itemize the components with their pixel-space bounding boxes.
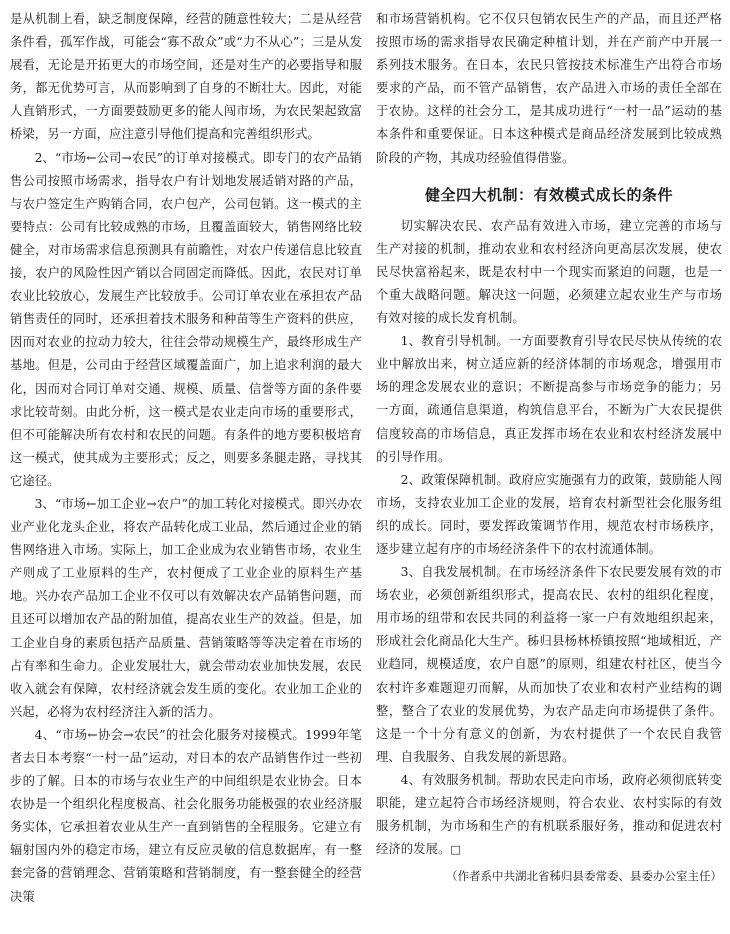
paragraph-policy-mechanism: 2、政策保障机制。政府应实施强有力的政策，鼓励能人闯市场，支持农业加工企业的发展，培育农村新型社会化服务组织的成长。同时，要发挥政策调节作用，规范农村市场秩序，逐步建立起有序的市场经济条件下的农村流通体制。 <box>376 472 722 556</box>
paragraph-intro: 切实解决农民、农产品有效进入市场，建立完善的市场与生产对接的机制，推动农业和农村经济向更高层次发展，使农民尽快富裕起来，既是农村中一个现实而紧迫的问题，也是一个重大战略问题。解决这一问题，必须建立起农业生产与市场有效对接的成长发育机制。 <box>376 218 722 326</box>
end-mark: □ <box>450 843 461 857</box>
service-mechanism-text: 4、有效服务机制。帮助农民走向市场，政府必须彻底转变职能，建立起符合市场经济规则，符合农业、农村实际的有效服务机制，为市场和生产的有机联系服好务，推动和促进农村经济的发展。 <box>376 772 722 857</box>
paragraph-order-model: 2、“市场←公司→农民”的订单对接模式。即专门的农产品销售公司按照市场需求，指导农户有计划地发展适销对路的产品，与农户签定生产购销合同，农户包产，公司包销。这一模式的主要特点：公司有比较成熟的市场，且覆盖面较大，销售网络比较健全，对市场需求信息预测具有前瞻性，对农户传递信息比较直接，农户的风险性因产销以合同固定而降低。因此，农民对订单农业比较放心，发展生产比较放手。公司订单农业在承担农产品销售责任的同时，还承担着技术服务和种苗等生产资料的供应，因而对农业的拉动力较大，往往会带动规模生产，最终形成生产基地。但是，公司由于经营区域覆盖面广，加上追求利润的最大化，因而对合同订单对交通、规模、质量、信誉等方面的条件要求比较苛刻。由此分析，这一模式是农业走向市场的重要形式，但不可能解决所有农村和农民的问题。有条件的地方要积极培育这一模式，使其成为主要形式；反之，则要多条腿走路，寻找其它途径。 <box>10 150 362 488</box>
section-heading: 健全四大机制：有效模式成长的条件 <box>424 185 673 204</box>
paragraph-service-mechanism <box>376 769 722 861</box>
author-byline: （作者系中共湖北省秭归县委常委、县委办公室主任） <box>446 869 722 884</box>
paragraph-japan-continuation: 和市场营销机构。它不仅只包销农民生产的产品，而且还严格按照市场的需求指导农民确定种植计划，并在产前产中开展一系列技术服务。在日本，农民只管按技术标准生产出符合市场要求的产品，而不管产品销售，农产品进入市场的责任全部在于农协。这样的社会分工，是其成功进行“一村一品”运动的基本条件和重要保证。日本这种模式是商品经济发展到比较成熟阶段的产物，其成功经验值得借鉴。 <box>376 12 722 165</box>
left-column <box>10 8 362 928</box>
right-column <box>376 8 722 928</box>
paragraph-self-development-mechanism: 3、自我发展机制。在市场经济条件下农民要发展有效的市场农业，必须创新组织形式，提高农民、农村的组织化程度，用市场的纽带和农民共同的利益将一家一户有效地组织起来，形成社会化商品化大生产。秭归县杨林桥镇按照“地域相近，产业趋同，规模适度，农户自愿”的原则，组建农村社区，使当今农村许多难题迎刃而解，从而加快了农业和农村产业结构的调整，整合了农业的发展优势，为农产品走向市场提供了条件。这是一个十分有意义的创新，为农村提供了一个农民自我管理、自我服务、自我发展的新思路。 <box>376 565 722 764</box>
paragraph-processing-model: 3、“市场←加工企业→农户”的加工转化对接模式。即兴办农业产业化龙头企业，将农产品转化成工业品，然后通过企业的销售网络进入市场。实际上，加工企业成为农业销售市场，农业生产则成了工业原料的生产，农村便成了工业企业的原料生产基地。兴办农产品加工企业不仅可以有效解决农产品销售问题，而且还可以增加农产品的附加值，提高农业生产的效益。但是，加工企业自身的素质包括产品质量、营销策略等等决定着在市场的占有率和生命力。企业发展壮大，就会带动农业加快发展，农民收入就会有保障，农村经济就会发生质的变化。农业加工企业的兴起，必将为农村经济注入新的活力。 <box>10 496 362 719</box>
paragraph-education-mechanism: 1、教育引导机制。一方面要教育引导农民尽快从传统的农业中解放出来，树立适应新的经济体制的市场观念，增强用市场的理念发展农业的意识；不断提高参与市场竞争的能力；另一方面，疏通信息渠道，构筑信息平台，不断为广大农民提供信度较高的市场信息，真正发挥市场在农业和农村经济发展中的引导作用。 <box>376 334 722 464</box>
paragraph-continuation: 是从机制上看，缺乏制度保障，经营的随意性较大；二是从经营条件看，孤军作战，可能会“寡不敌众”或“力不从心”；三是从发展看，无论是开拓更大的市场空间，还是对生产的必要指导和服务，都无优势可言，从而影响到了自身的不断壮大。因此，对能人直销形式，一方面要鼓励更多的能人闯市场，为农民架起致富桥梁，另一方面，应注意引导他们提高和完善组织形式。 <box>10 12 362 142</box>
paragraph-association-model: 4、“市场←协会→农民”的社会化服务对接模式。1999年笔者去日本考察“一村一品”运动，对日本的农产品销售作过一些初步的了解。日本的市场与农业生产的中间组织是农业协会。日本农协是一个组织化程度极高、社会化服务功能极强的农业经济服务实体，它承担着农业从生产一直到销售的全程服务。它建立有辐射国内外的稳定市场，建立有反应灵敏的信息数据库，有一整套完备的营销理念、营销策略和营销制度，有一整套健全的经营决策 <box>10 727 362 904</box>
